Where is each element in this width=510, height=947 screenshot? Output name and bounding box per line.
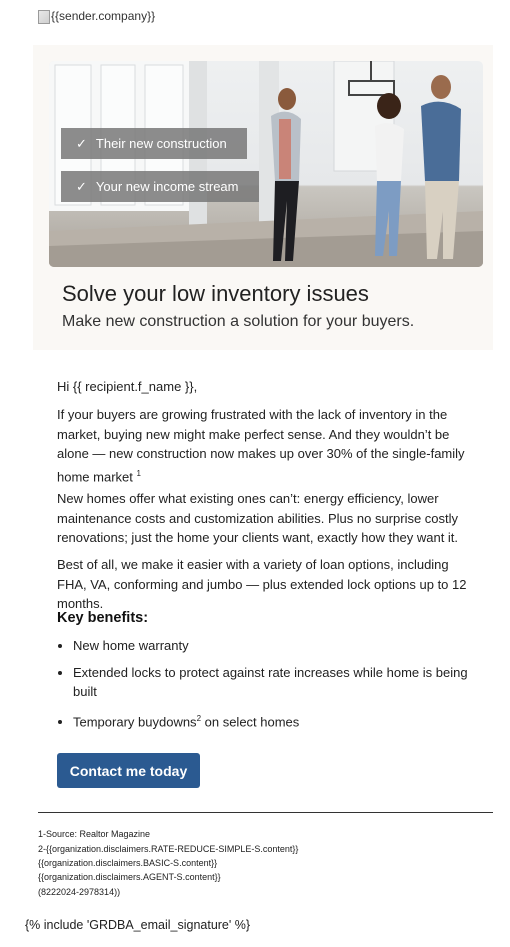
footnote-marker: 2 bbox=[196, 714, 202, 723]
benefit-text: Temporary buydowns bbox=[73, 714, 197, 730]
benefit-text: Extended locks to protect against rate increases while home is being built bbox=[73, 665, 468, 699]
hero-title: Solve your low inventory issues bbox=[62, 281, 369, 306]
disclaimer-line: {{organization.disclaimers.AGENT-S.content}} bbox=[38, 872, 221, 882]
list-item bbox=[73, 663, 483, 701]
benefit-text: New home warranty bbox=[73, 638, 189, 653]
benefits-heading: Key benefits: bbox=[57, 610, 149, 626]
hero-photo-illustration bbox=[49, 61, 483, 267]
divider bbox=[38, 812, 493, 813]
greeting: Hi {{ recipient.f_name }}, bbox=[57, 379, 198, 394]
company-logo bbox=[38, 9, 155, 23]
contact-me-button[interactable]: Contact me today bbox=[57, 753, 200, 788]
disclaimer-line: 1-Source: Realtor Magazine bbox=[38, 829, 151, 839]
disclaimer-line: 2-{{organization.disclaimers.RATE-REDUCE-SIMPLE-S.content}} bbox=[38, 844, 299, 854]
paragraph-text: If your buyers are growing frustrated with the lack of inventory in the market, buying new might make perfect sense. And they wouldn’t be alone — new construction now makes up over 30% of the single-family home market bbox=[57, 407, 465, 484]
hero-photo bbox=[49, 61, 483, 267]
hero-banner bbox=[33, 45, 493, 350]
hero-pill-construction bbox=[61, 128, 247, 159]
paragraph-inventory bbox=[57, 405, 475, 486]
benefits-list bbox=[57, 636, 483, 739]
footnote-marker: 1 bbox=[136, 468, 141, 478]
hero-pill-income bbox=[61, 171, 259, 202]
paragraph-loan-options: Best of all, we make it easier with a variety of loan options, including FHA, VA, conforming and jumbo — plus extended lock options up to 12 months. bbox=[57, 557, 467, 611]
hero-subtitle: Make new construction a solution for your buyers. bbox=[62, 313, 415, 330]
check-icon: ✓ bbox=[76, 135, 87, 151]
broken-image-icon bbox=[38, 10, 50, 24]
check-icon: ✓ bbox=[76, 178, 87, 194]
company-logo-alt: {{sender.company}} bbox=[51, 9, 156, 23]
hero-pill-label: Your new income stream bbox=[95, 179, 239, 194]
list-item bbox=[73, 709, 483, 731]
benefit-text-after: on select homes bbox=[201, 714, 300, 730]
email-signature: {% include 'GRDBA_email_signature' %} bbox=[25, 918, 251, 932]
list-item bbox=[73, 636, 483, 655]
disclaimer-line: (8222024-2978314)) bbox=[38, 887, 121, 897]
disclaimer-line: {{organization.disclaimers.BASIC-S.content}} bbox=[38, 858, 218, 868]
paragraph-benefits-of-new: New homes offer what existing ones can’t: energy efficiency, lower maintenance costs and customization abilities. Plus no surprise costly renovations; just the home your clients want, exactly how they want it. bbox=[57, 491, 459, 545]
hero-pill-label: Their new construction bbox=[95, 136, 227, 151]
